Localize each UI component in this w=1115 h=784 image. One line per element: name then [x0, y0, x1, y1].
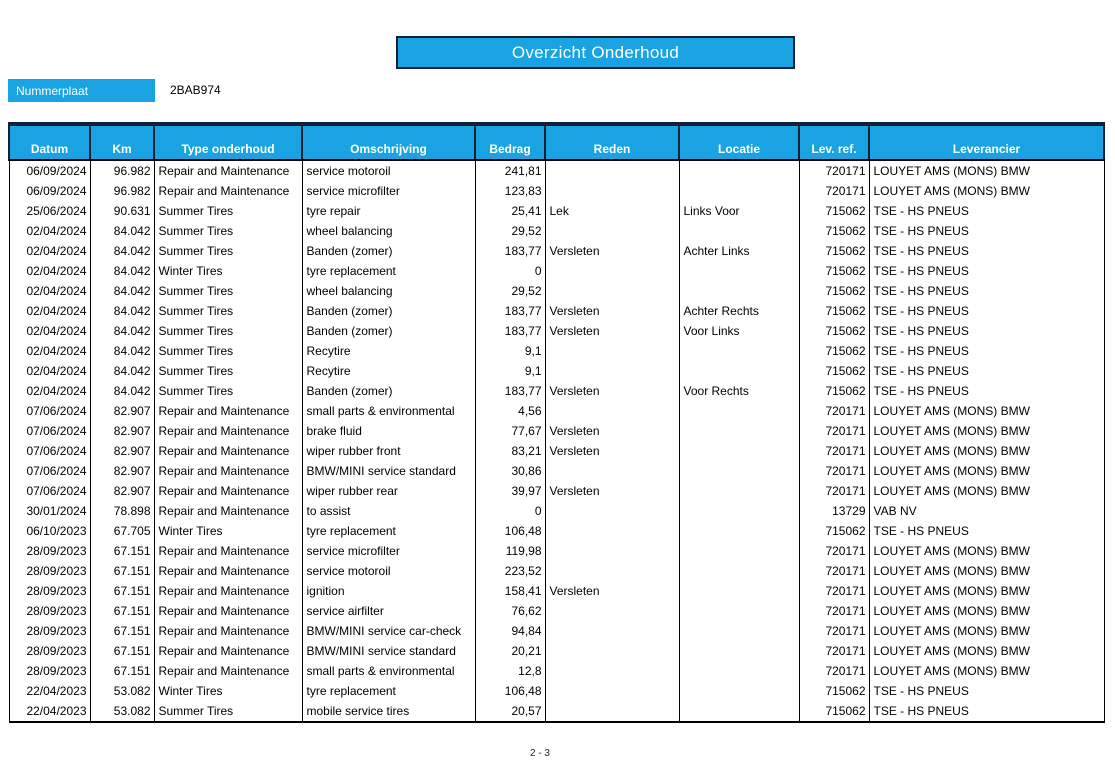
table-cell: 07/06/2024	[9, 401, 90, 421]
table-row	[9, 361, 1104, 381]
table-cell: 67.705	[90, 521, 154, 541]
table-row	[9, 421, 1104, 441]
table-row	[9, 701, 1104, 722]
table-cell: 20,57	[475, 701, 545, 722]
table-cell: tyre repair	[302, 201, 475, 221]
table-cell: Summer Tires	[154, 221, 302, 241]
table-cell: 84.042	[90, 361, 154, 381]
table-cell: service airfilter	[302, 601, 475, 621]
table-cell: to assist	[302, 501, 475, 521]
table-cell: service microfilter	[302, 181, 475, 201]
table-cell: Repair and Maintenance	[154, 401, 302, 421]
table-cell	[545, 621, 679, 641]
table-cell	[545, 681, 679, 701]
table-cell: 106,48	[475, 681, 545, 701]
table-cell: 0	[475, 501, 545, 521]
table-cell: 720171	[799, 641, 869, 661]
table-row	[9, 221, 1104, 241]
table-cell	[679, 621, 799, 641]
table-cell	[545, 341, 679, 361]
table-cell: 96.982	[90, 181, 154, 201]
table-cell: Recytire	[302, 341, 475, 361]
table-cell	[545, 541, 679, 561]
table-cell: Winter Tires	[154, 261, 302, 281]
table-cell: 158,41	[475, 581, 545, 601]
table-cell: 223,52	[475, 561, 545, 581]
table-cell: LOUYET AMS (MONS) BMW	[869, 641, 1104, 661]
table-cell: VAB NV	[869, 501, 1104, 521]
table-cell	[679, 601, 799, 621]
table-cell: 07/06/2024	[9, 481, 90, 501]
table-cell	[679, 501, 799, 521]
table-cell	[679, 461, 799, 481]
table-cell	[679, 281, 799, 301]
table-cell: Repair and Maintenance	[154, 541, 302, 561]
table-cell: Repair and Maintenance	[154, 561, 302, 581]
table-cell: 28/09/2023	[9, 601, 90, 621]
table-cell: 06/09/2024	[9, 160, 90, 181]
table-cell: 25/06/2024	[9, 201, 90, 221]
table-cell: 715062	[799, 221, 869, 241]
table-cell: 720171	[799, 461, 869, 481]
table-cell: 715062	[799, 701, 869, 722]
column-header-2: Type onderhoud	[154, 124, 302, 160]
table-cell: 720171	[799, 181, 869, 201]
table-cell: 183,77	[475, 321, 545, 341]
table-cell: 67.151	[90, 641, 154, 661]
table-cell: 241,81	[475, 160, 545, 181]
table-cell: Versleten	[545, 381, 679, 401]
table-cell: wiper rubber front	[302, 441, 475, 461]
table-cell: Banden (zomer)	[302, 381, 475, 401]
table-cell: TSE - HS PNEUS	[869, 201, 1104, 221]
table-cell: 22/04/2023	[9, 681, 90, 701]
table-cell: 720171	[799, 541, 869, 561]
table-cell: 84.042	[90, 301, 154, 321]
table-row	[9, 261, 1104, 281]
table-cell: 39,97	[475, 481, 545, 501]
table-row	[9, 501, 1104, 521]
table-cell: 183,77	[475, 301, 545, 321]
table-cell: Repair and Maintenance	[154, 481, 302, 501]
table-cell: 84.042	[90, 321, 154, 341]
table-cell	[545, 181, 679, 201]
table-cell: 96.982	[90, 160, 154, 181]
page-title-text: Overzicht Onderhoud	[511, 42, 680, 62]
table-cell: ignition	[302, 581, 475, 601]
table-cell: BMW/MINI service car-check	[302, 621, 475, 641]
table-cell: Repair and Maintenance	[154, 661, 302, 681]
table-row	[9, 341, 1104, 361]
table-cell: 720171	[799, 621, 869, 641]
table-cell	[679, 361, 799, 381]
table-row	[9, 321, 1104, 341]
table-cell: 183,77	[475, 241, 545, 261]
table-cell: 715062	[799, 341, 869, 361]
table-cell: TSE - HS PNEUS	[869, 521, 1104, 541]
table-cell: TSE - HS PNEUS	[869, 321, 1104, 341]
table-cell: Versleten	[545, 301, 679, 321]
table-cell: small parts & environmental	[302, 401, 475, 421]
table-cell	[545, 501, 679, 521]
table-cell: 20,21	[475, 641, 545, 661]
table-cell: mobile service tires	[302, 701, 475, 722]
table-cell	[545, 701, 679, 722]
table-row	[9, 641, 1104, 661]
table-cell: Summer Tires	[154, 201, 302, 221]
table-cell: 28/09/2023	[9, 641, 90, 661]
table-cell	[545, 601, 679, 621]
table-cell: Achter Links	[679, 241, 799, 261]
table-cell: Achter Rechts	[679, 301, 799, 321]
table-cell: Repair and Maintenance	[154, 621, 302, 641]
table-cell: 67.151	[90, 581, 154, 601]
table-cell: Repair and Maintenance	[154, 441, 302, 461]
table-cell: 02/04/2024	[9, 361, 90, 381]
table-cell	[545, 461, 679, 481]
table-cell	[545, 521, 679, 541]
table-cell: 28/09/2023	[9, 621, 90, 641]
table-cell: Banden (zomer)	[302, 321, 475, 341]
column-header-7: Lev. ref.	[799, 124, 869, 160]
table-cell: 13729	[799, 501, 869, 521]
table-cell: LOUYET AMS (MONS) BMW	[869, 661, 1104, 681]
table-cell: service microfilter	[302, 541, 475, 561]
table-cell: Repair and Maintenance	[154, 501, 302, 521]
table-cell: 29,52	[475, 281, 545, 301]
table-row	[9, 160, 1104, 181]
table-cell: LOUYET AMS (MONS) BMW	[869, 601, 1104, 621]
license-plate-label	[8, 79, 155, 102]
table-cell: Repair and Maintenance	[154, 641, 302, 661]
table-cell: 720171	[799, 481, 869, 501]
table-row	[9, 661, 1104, 681]
table-cell: Versleten	[545, 421, 679, 441]
table-cell	[545, 160, 679, 181]
table-cell: Versleten	[545, 321, 679, 341]
table-cell	[545, 361, 679, 381]
table-cell: wheel balancing	[302, 221, 475, 241]
table-cell	[679, 641, 799, 661]
table-row	[9, 681, 1104, 701]
table-cell	[679, 441, 799, 461]
table-cell: Summer Tires	[154, 241, 302, 261]
table-cell: 106,48	[475, 521, 545, 541]
table-cell: 84.042	[90, 221, 154, 241]
table-cell: Repair and Maintenance	[154, 581, 302, 601]
table-cell: 78.898	[90, 501, 154, 521]
table-cell: 06/09/2024	[9, 181, 90, 201]
table-cell	[545, 661, 679, 681]
table-cell: small parts & environmental	[302, 661, 475, 681]
table-cell: TSE - HS PNEUS	[869, 301, 1104, 321]
table-row	[9, 481, 1104, 501]
table-cell: Summer Tires	[154, 361, 302, 381]
table-cell: 07/06/2024	[9, 461, 90, 481]
column-header-3: Omschrijving	[302, 124, 475, 160]
table-cell: 30/01/2024	[9, 501, 90, 521]
table-row	[9, 581, 1104, 601]
table-cell: 84.042	[90, 241, 154, 261]
column-header-6: Locatie	[679, 124, 799, 160]
table-cell	[545, 561, 679, 581]
table-cell: 67.151	[90, 601, 154, 621]
table-cell: 82.907	[90, 481, 154, 501]
table-cell: TSE - HS PNEUS	[869, 681, 1104, 701]
table-cell: LOUYET AMS (MONS) BMW	[869, 581, 1104, 601]
table-cell: 0	[475, 261, 545, 281]
table-cell	[679, 421, 799, 441]
table-cell: BMW/MINI service standard	[302, 641, 475, 661]
table-cell: 720171	[799, 601, 869, 621]
table-cell: Repair and Maintenance	[154, 461, 302, 481]
table-cell: Summer Tires	[154, 381, 302, 401]
table-cell: 119,98	[475, 541, 545, 561]
table-cell: Summer Tires	[154, 321, 302, 341]
table-cell	[679, 661, 799, 681]
table-cell: Banden (zomer)	[302, 241, 475, 261]
table-cell: LOUYET AMS (MONS) BMW	[869, 441, 1104, 461]
table-cell: Versleten	[545, 581, 679, 601]
table-cell: 28/09/2023	[9, 581, 90, 601]
table-cell: 720171	[799, 661, 869, 681]
table-row	[9, 541, 1104, 561]
table-cell: LOUYET AMS (MONS) BMW	[869, 541, 1104, 561]
table-cell: LOUYET AMS (MONS) BMW	[869, 461, 1104, 481]
table-cell: tyre replacement	[302, 681, 475, 701]
table-cell: 02/04/2024	[9, 321, 90, 341]
table-cell	[679, 181, 799, 201]
table-cell: 715062	[799, 301, 869, 321]
table-row	[9, 241, 1104, 261]
table-row	[9, 441, 1104, 461]
table-cell	[679, 221, 799, 241]
table-cell: 02/04/2024	[9, 281, 90, 301]
table-cell: 82.907	[90, 401, 154, 421]
table-cell: TSE - HS PNEUS	[869, 261, 1104, 281]
table-cell: 76,62	[475, 601, 545, 621]
table-row	[9, 381, 1104, 401]
table-cell: 715062	[799, 261, 869, 281]
table-cell: 4,56	[475, 401, 545, 421]
table-cell: 53.082	[90, 681, 154, 701]
table-body	[9, 160, 1104, 722]
table-cell	[545, 401, 679, 421]
table-cell: tyre replacement	[302, 521, 475, 541]
table-cell	[545, 641, 679, 661]
table-cell: Lek	[545, 201, 679, 221]
table-cell: 715062	[799, 361, 869, 381]
table-cell: Versleten	[545, 441, 679, 461]
page-title	[396, 36, 795, 69]
table-cell: LOUYET AMS (MONS) BMW	[869, 621, 1104, 641]
table-cell: Recytire	[302, 361, 475, 381]
table-cell: 715062	[799, 381, 869, 401]
table-cell: 02/04/2024	[9, 341, 90, 361]
table-row	[9, 181, 1104, 201]
table-cell: Links Voor	[679, 201, 799, 221]
page-number: 2 - 3	[529, 748, 550, 759]
table-cell	[679, 541, 799, 561]
table-cell: service motoroil	[302, 160, 475, 181]
table-cell: LOUYET AMS (MONS) BMW	[869, 160, 1104, 181]
table-cell: Repair and Maintenance	[154, 160, 302, 181]
table-cell: 715062	[799, 321, 869, 341]
table-cell	[679, 521, 799, 541]
column-header-0: Datum	[9, 124, 90, 160]
table-cell: Repair and Maintenance	[154, 421, 302, 441]
table-cell: Winter Tires	[154, 681, 302, 701]
table-cell: 90.631	[90, 201, 154, 221]
table-cell: TSE - HS PNEUS	[869, 221, 1104, 241]
table-cell: 84.042	[90, 341, 154, 361]
table-cell	[679, 561, 799, 581]
table-cell	[679, 681, 799, 701]
table-cell: 83,21	[475, 441, 545, 461]
table-cell: 29,52	[475, 221, 545, 241]
table-cell: 02/04/2024	[9, 381, 90, 401]
column-header-1: Km	[90, 124, 154, 160]
table-cell: 02/04/2024	[9, 261, 90, 281]
table-cell: LOUYET AMS (MONS) BMW	[869, 181, 1104, 201]
table-cell	[545, 261, 679, 281]
table-cell	[545, 281, 679, 301]
table-cell: 715062	[799, 521, 869, 541]
table-cell	[679, 581, 799, 601]
table-cell: Summer Tires	[154, 701, 302, 722]
license-plate-label-text: Nummerplaat	[16, 83, 89, 98]
table-cell: 715062	[799, 201, 869, 221]
table-cell: Summer Tires	[154, 341, 302, 361]
table-row	[9, 521, 1104, 541]
table-cell: 715062	[799, 281, 869, 301]
table-cell: TSE - HS PNEUS	[869, 361, 1104, 381]
table-cell: 84.042	[90, 261, 154, 281]
table-row	[9, 301, 1104, 321]
table-cell: Voor Links	[679, 321, 799, 341]
table-cell: Repair and Maintenance	[154, 181, 302, 201]
table-cell	[545, 221, 679, 241]
table-cell	[679, 160, 799, 181]
table-row	[9, 401, 1104, 421]
table-cell: 02/04/2024	[9, 241, 90, 261]
table-cell: 25,41	[475, 201, 545, 221]
table-cell: 720171	[799, 421, 869, 441]
table-cell: LOUYET AMS (MONS) BMW	[869, 481, 1104, 501]
table-cell: 84.042	[90, 281, 154, 301]
table-cell: 123,83	[475, 181, 545, 201]
table-cell: service motoroil	[302, 561, 475, 581]
table-cell: LOUYET AMS (MONS) BMW	[869, 561, 1104, 581]
column-header-4: Bedrag	[475, 124, 545, 160]
table-cell: Summer Tires	[154, 301, 302, 321]
table-cell: 9,1	[475, 361, 545, 381]
table-cell: 82.907	[90, 461, 154, 481]
table-cell: 67.151	[90, 621, 154, 641]
table-cell: LOUYET AMS (MONS) BMW	[869, 401, 1104, 421]
table-cell: 28/09/2023	[9, 661, 90, 681]
table-cell: 07/06/2024	[9, 441, 90, 461]
table-row	[9, 601, 1104, 621]
table-cell: Summer Tires	[154, 281, 302, 301]
table-cell: 9,1	[475, 341, 545, 361]
table-cell: 715062	[799, 241, 869, 261]
table-cell: 720171	[799, 401, 869, 421]
table-cell: LOUYET AMS (MONS) BMW	[869, 421, 1104, 441]
table-cell: 720171	[799, 561, 869, 581]
column-header-8: Leverancier	[869, 124, 1104, 160]
table-cell: TSE - HS PNEUS	[869, 281, 1104, 301]
table-cell: TSE - HS PNEUS	[869, 381, 1104, 401]
table-cell: wiper rubber rear	[302, 481, 475, 501]
table-cell: BMW/MINI service standard	[302, 461, 475, 481]
table-cell: 720171	[799, 581, 869, 601]
table-cell: Repair and Maintenance	[154, 601, 302, 621]
table-cell: 183,77	[475, 381, 545, 401]
table-cell: tyre replacement	[302, 261, 475, 281]
column-header-5: Reden	[545, 124, 679, 160]
table-cell: 82.907	[90, 421, 154, 441]
table-cell: 06/10/2023	[9, 521, 90, 541]
table-cell	[679, 341, 799, 361]
table-cell: 28/09/2023	[9, 561, 90, 581]
table-cell: Winter Tires	[154, 521, 302, 541]
table-cell: 30,86	[475, 461, 545, 481]
table-cell: wheel balancing	[302, 281, 475, 301]
table-cell	[679, 401, 799, 421]
table-cell: Voor Rechts	[679, 381, 799, 401]
table-cell: brake fluid	[302, 421, 475, 441]
table-cell: Banden (zomer)	[302, 301, 475, 321]
table-cell: 715062	[799, 681, 869, 701]
table-cell: 94,84	[475, 621, 545, 641]
table-cell	[679, 481, 799, 501]
table-cell: 22/04/2023	[9, 701, 90, 722]
table-cell: 82.907	[90, 441, 154, 461]
table-row	[9, 201, 1104, 221]
table-row	[9, 461, 1104, 481]
table-row	[9, 561, 1104, 581]
table-cell	[679, 701, 799, 722]
table-cell: 12,8	[475, 661, 545, 681]
maintenance-table	[8, 122, 1105, 723]
table-cell: 84.042	[90, 381, 154, 401]
maintenance-table-container	[8, 122, 1103, 723]
table-cell: 67.151	[90, 661, 154, 681]
table-cell: TSE - HS PNEUS	[869, 341, 1104, 361]
table-cell: 720171	[799, 441, 869, 461]
table-cell: 07/06/2024	[9, 421, 90, 441]
table-cell: 67.151	[90, 561, 154, 581]
table-row	[9, 281, 1104, 301]
table-cell: 67.151	[90, 541, 154, 561]
table-row	[9, 621, 1104, 641]
table-cell: TSE - HS PNEUS	[869, 241, 1104, 261]
table-cell	[679, 261, 799, 281]
table-header-row	[9, 124, 1104, 160]
table-cell: 77,67	[475, 421, 545, 441]
table-cell: Versleten	[545, 241, 679, 261]
table-cell: 28/09/2023	[9, 541, 90, 561]
table-cell: TSE - HS PNEUS	[869, 701, 1104, 722]
license-plate-value: 2BAB974	[170, 83, 221, 97]
table-cell: 02/04/2024	[9, 301, 90, 321]
table-cell: 53.082	[90, 701, 154, 722]
table-cell: 720171	[799, 160, 869, 181]
table-cell: Versleten	[545, 481, 679, 501]
table-cell: 02/04/2024	[9, 221, 90, 241]
